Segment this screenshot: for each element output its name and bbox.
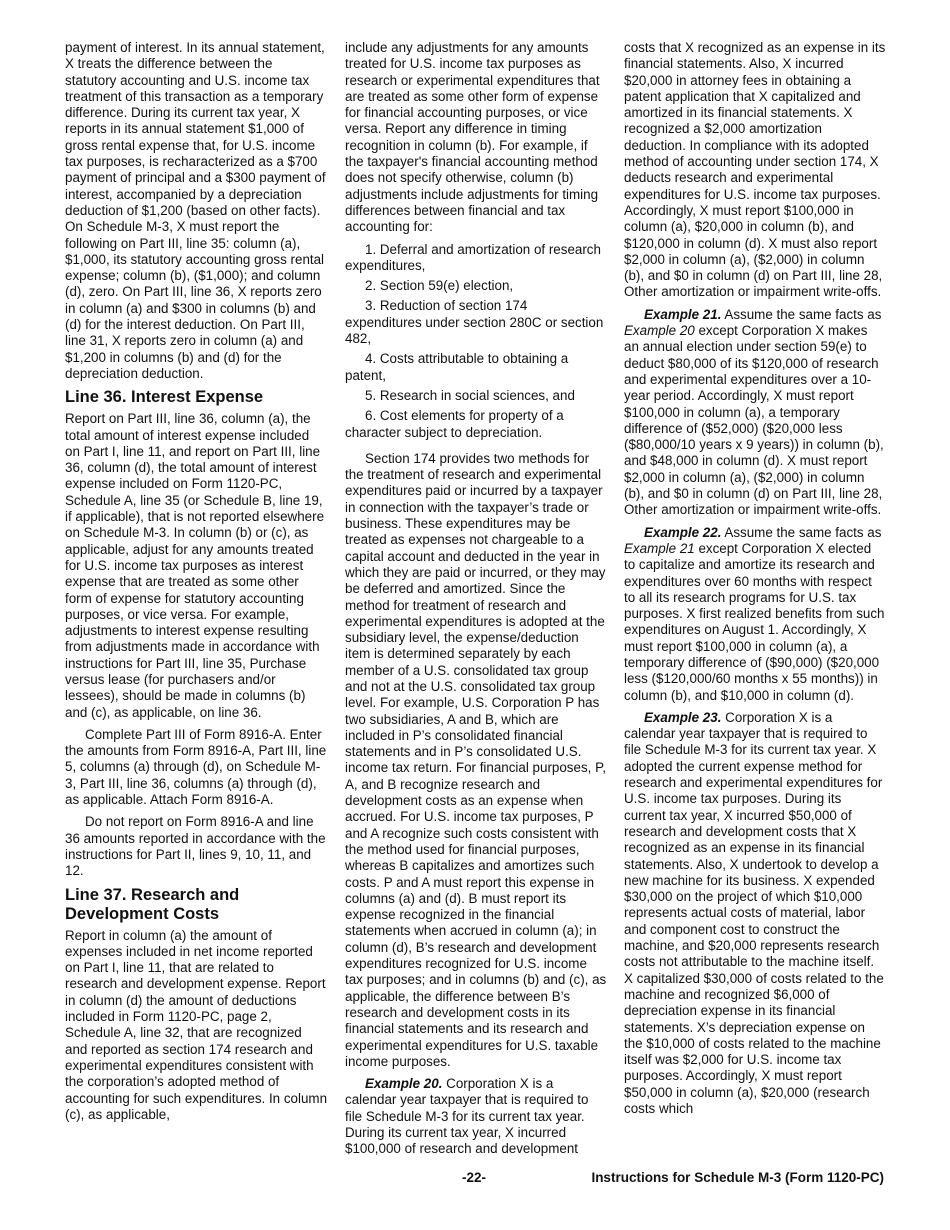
paragraph: costs that X recognized as an expense in its financial statements. Also, X incurred $20,000 in attorney fees in obtaining a patent application that X capitalized and amortized in its financial statements. X recognized a $2,000 amortization deduction. In compliance with its adopted method of accounting under section 174, X deducts research and experimental expenditures for U.S. income tax purposes. Accordingly, X must report $100,000 in column (a), $20,000 in column (b), and $120,000 in column (d). X must also report $2,000 in column (a), ($2,000) in column (b), and $0 in column (d) on Part III, line 28, Other amortization or impairment write-offs. (624, 40, 886, 300)
heading-line-36: Line 36. Interest Expense (65, 388, 264, 407)
list-item: 5. Research in social sciences, and (365, 387, 575, 403)
paragraph: Report on Part III, line 36, column (a), the total amount of interest expense included on Part I, line 11, and report on Part III, line 36, column (d), the total amount of interest expense included on Form 1120-PC, Schedule A, line 35 (or Schedule B, line 19, if applicable), that is not reported elsewhere on Schedule M-3. In column (b) or (c), as applicable, adjust for any amounts treated for U.S. income tax purposes as interest expense that are treated as some other form of expense for statutory accounting purposes, or vice versa. For example, adjustments to interest expense resulting from adjustments made in accordance with instructions for Part III, line 35, Purchase versus lease (for purchasers and/or lessees), should be made in columns (b) and (c), as applicable, on line 36. (65, 411, 325, 720)
column-3 (624, 40, 886, 1123)
heading-line-37: Line 37. Research and Development Costs (65, 885, 240, 923)
example-text: Corporation X is a calendar year taxpayer that is required to file Schedule M-3 for its current tax year. During its current tax year, X incurred $100,000 of research and development (345, 1076, 589, 1157)
footer-title: Instructions for Schedule M-3 (Form 1120-PC) (591, 1170, 884, 1185)
example-20 (345, 1076, 607, 1157)
example-21 (624, 307, 886, 519)
paragraph: include any adjustments for any amounts treated for U.S. income tax purposes as research or experimental expenditures that are treated as some other form of expense for financial accounting purposes, or vice versa. Report any difference in timing recognition in column (b). For example, if the taxpayer's financial accounting method does not specify otherwise, column (b) adjustments include adjustments for timing differences between financial and tax accounting for: (345, 40, 600, 235)
column-1 (65, 40, 327, 1129)
list-item: 6. Cost elements for property of a character subject to depreciation. (345, 408, 564, 440)
example-text: Corporation X is a calendar year taxpayer that is required to file Schedule M-3 for its current tax year. X adopted the current expense method for research and experimental expenditures for U.S. income tax purposes. During its current tax year, X incurred $50,000 of research and development costs that X recognized as an expense in its financial statements. Also, X undertook to develop a new machine for its business. X expended $30,000 on the project of which $10,000 represents actual costs of material, labor and component cost to construct the machine, and $20,000 represents research costs not attributable to the machine itself. X capitalized $30,000 of costs related to the machine and recognized $6,000 of depreciation expense in its financial statements. X’s depreciation expense on the $10,000 of costs related to the machine itself was $2,000 for U.S. income tax purposes. Accordingly, X must report $50,000 in column (a), $20,000 (research costs which (624, 709, 884, 1116)
list-item: 3. Reduction of section 174 expenditures under section 280C or section 482, (345, 298, 604, 347)
example-label: Example 23. (644, 709, 722, 725)
example-text: Assume the same facts as (724, 524, 882, 540)
paragraph: Do not report on Form 8916-A and line 36 amounts reported in accordance with the instructions for Part II, lines 9, 10, 11, and 12. (65, 814, 326, 879)
paragraph: Section 174 provides two methods for the treatment of research and experimental expenditures paid or incurred by a taxpayer in connection with the taxpayer’s trade or business. These expenditures may be treated as expenses not chargeable to a capital account and deducted in the year in which they are paid or incurred, or they may be deferred and amortized. Since the method for treatment of research and experimental expenditures is adopted at the subsidiary level, the expense/deduction item is determined separately by each member of a U.S. consolidated tax group and not at the U.S. consolidated tax group level. For example, U.S. Corporation P has two subsidiaries, A and B, which are included in P’s consolidated financial statements and in P’s consolidated U.S. income tax return. For financial purposes, P, A, and B recognize research and development costs as an expense when accrued. For U.S. income tax purposes, P and A recognize such costs consistent with the method used for financial purposes, whereas B capitalizes and amortizes such costs. P and A must report this expense in columns (a) and (d). B must report its expense recognized in the financial statements when accrued in column (a); in column (d), B’s research and development expenditures recognized for U.S. income tax purposes; and in columns (b) and (c), as applicable, the difference between B’s research and development costs in its financial statements and its research and experimental expenditures for U.S. taxable income purposes. (345, 450, 607, 1069)
example-reference: Example 20 (624, 323, 695, 339)
paragraph: Report in column (a) the amount of expenses included in net income reported on Part I, line 11, that are related to research and development expense. Report in column (d) the amount of deductions included in Form 1120-PC, page 2, Schedule A, line 32, that are recognized and reported as section 174 research and experimental expenditures consistent with the corporation’s adopted method of accounting for such expenditures. In column (c), as applicable, (65, 927, 328, 1122)
example-23 (624, 710, 886, 1117)
example-text: Assume the same facts as (724, 306, 882, 322)
list-item: 4. Costs attributable to obtaining a patent, (345, 351, 569, 383)
list-item: 1. Deferral and amortization of research expenditures, (345, 241, 601, 273)
example-text: except Corporation X makes an annual election under section 59(e) to deduct $80,000 of its $120,000 of research and experimental expenditures over a 10-year period. Accordingly, X must report $100,000 in column (a), a temporary difference of ($52,000) ($20,000 less ($80,000/10 years x 9 years)) in column (b), and $48,000 in column (d). X must report $2,000 in column (a), ($2,000) in column (b), and $0 in column (d) on Part III, line 28, Other amortization or impairment write-offs. (624, 323, 884, 518)
example-label: Example 20. (365, 1076, 443, 1092)
column-2 (345, 40, 607, 1164)
example-label: Example 22. (644, 524, 722, 540)
example-reference: Example 21 (624, 540, 695, 556)
paragraph: payment of interest. In its annual statement, X treats the difference between the statutory accounting and U.S. income tax treatment of this transaction as a temporary difference. During its current tax year, X reports in its annual statement $1,000 of gross rental expense that, for U.S. income tax purposes, is recharacterized as a $700 payment of principal and a $300 payment of interest, accompanied by a depreciation deduction of $1,200 (based on other facts). On Schedule M-3, X must report the following on Part III, line 35: column (a), $1,000, its statutory accounting gross rental expense; column (b), ($1,000); and column (d), zero. On Part III, line 36, X reports zero in column (a) and $300 in columns (b) and (d) for the interest deduction. On Part III, line 31, X reports zero in column (a) and $1,200 in columns (b) and (d) for the depreciation deduction. (65, 40, 326, 381)
list-item: 2. Section 59(e) election, (365, 278, 514, 294)
example-label: Example 21. (644, 306, 722, 322)
page-number: -22- (462, 1170, 487, 1185)
example-text: except Corporation X elected to capitalize and amortize its research and expenditures over 60 months with respect to all its research programs for U.S. tax purposes. X first realized benefits from such expenditures on August 1. Accordingly, X must report $100,000 in column (a), a temporary difference of ($90,000) ($20,000 less ($120,000/60 months x 55 months)) in column (b), and $10,000 in column (d). (624, 540, 885, 703)
paragraph: Complete Part III of Form 8916-A. Enter the amounts from Form 8916-A, Part III, line 5, columns (a) through (d), on Schedule M-3, Part III, line 36, columns (a) through (d), as applicable. Attach Form 8916-A. (65, 726, 327, 808)
example-22 (624, 525, 886, 704)
